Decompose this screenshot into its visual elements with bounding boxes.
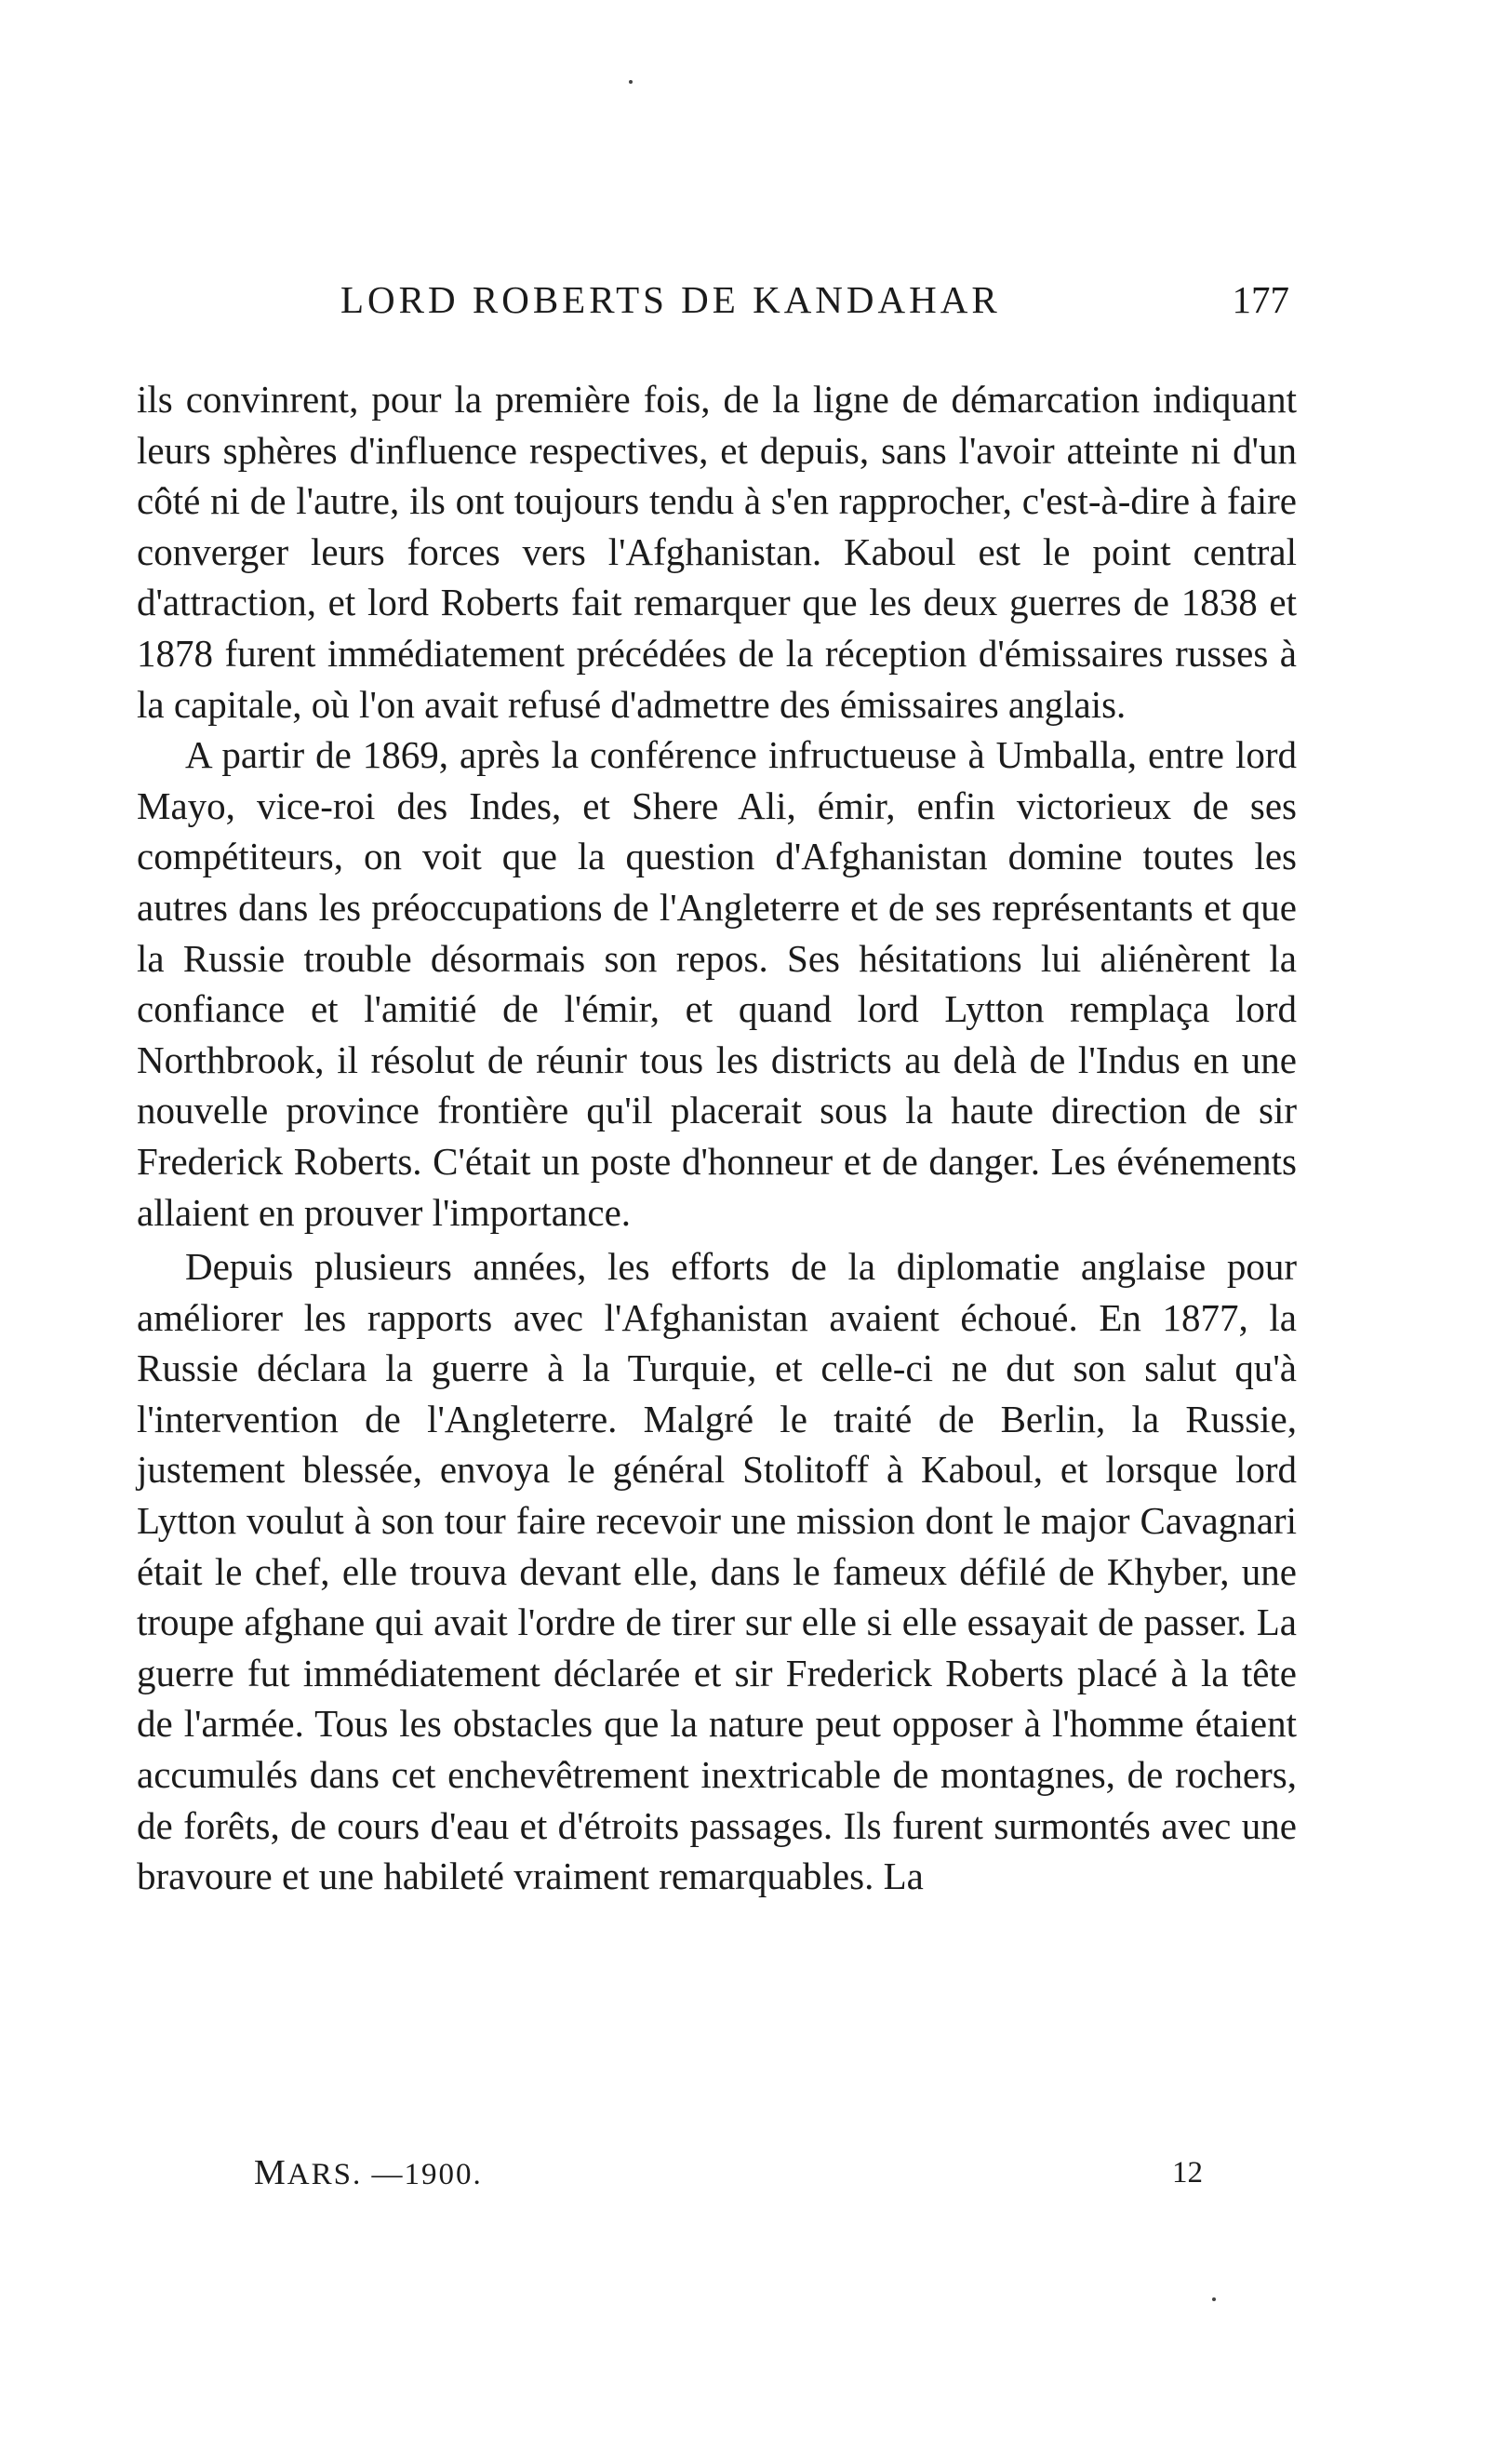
- page-number: 177: [1232, 278, 1289, 321]
- signature-line: [254, 2149, 483, 2198]
- running-title: LORD ROBERTS DE KANDAHAR: [340, 278, 1001, 321]
- signature-initial: M: [254, 2153, 287, 2192]
- body-text: [137, 374, 1297, 1902]
- scan-speck: [629, 80, 633, 84]
- page-footer: [254, 2149, 1203, 2196]
- paragraph-3: Depuis plusieurs années, les efforts de la diplomatie anglaise pour améliorer les rapports avec l'Afghanistan avaient échoué. En 1877, la Russie déclara la guerre à la Turquie, et celle-ci ne dut son salut qu'à l'intervention de l'Angleterre. Malgré le traité de Berlin, la Russie, justement blessée, envoya le général Stolitoff à Kaboul, et lorsque lord Lytton voulut à son tour faire recevoir une mission dont le major Cavagnari était le chef, elle trouva devant elle, dans le fameux défilé de Khyber, une troupe afghane qui avait l'ordre de tirer sur elle si elle essayait de passer. La guerre fut immédiatement déclarée et sir Frederick Roberts placé à la tête de l'armée. Tous les obstacles que la nature peut opposer à l'homme étaient accumulés dans cet enchevêtrement inextricable de montagnes, de rochers, de forêts, de cours d'eau et d'étroits passages. Ils furent surmontés avec une bravoure et une habileté vraiment remarquables. La: [137, 1245, 1297, 1898]
- paragraph-1: ils convinrent, pour la première fois, de la ligne de démarcation indiquant leurs sphères d'influence respectives, et depuis, sans l'avoir atteinte ni d'un côté ni de l'autre, ils ont toujours tendu à s'en rapprocher, c'est-à-dire à faire converger leurs forces vers l'Afghanistan. Kaboul est le point central d'attraction, et lord Roberts fait remarquer que les deux guerres de 1838 et 1878 furent immédiatement précédées de la réception d'émissaires russes à la capitale, où l'on avait refusé d'admettre des émissaires anglais.: [137, 378, 1297, 726]
- signature-rest: ARS. —1900.: [287, 2158, 483, 2191]
- paragraph-2: A partir de 1869, après la conférence infructueuse à Umballa, entre lord Mayo, vice-roi des Indes, et Shere Ali, émir, enfin victorieux de ses compétiteurs, on voit que la question d'Afghanistan domine toutes les autres dans les préoccupations de l'Angleterre et de ses représentants et que la Russie trouble désormais son repos. Ses hésitations lui aliénèrent la confiance et l'amitié de l'émir, et quand lord Lytton remplaça lord Northbrook, il résolut de réunir tous les districts au delà de l'Indus en une nouvelle province frontière qu'il placerait sous la haute direction de sir Frederick Roberts. C'était un poste d'honneur et de danger. Les événements allaient en prouver l'importance.: [137, 733, 1297, 1234]
- scan-speck: [1212, 2297, 1216, 2301]
- signature-mark: 12: [1172, 2156, 1203, 2189]
- page-header: [340, 272, 1289, 328]
